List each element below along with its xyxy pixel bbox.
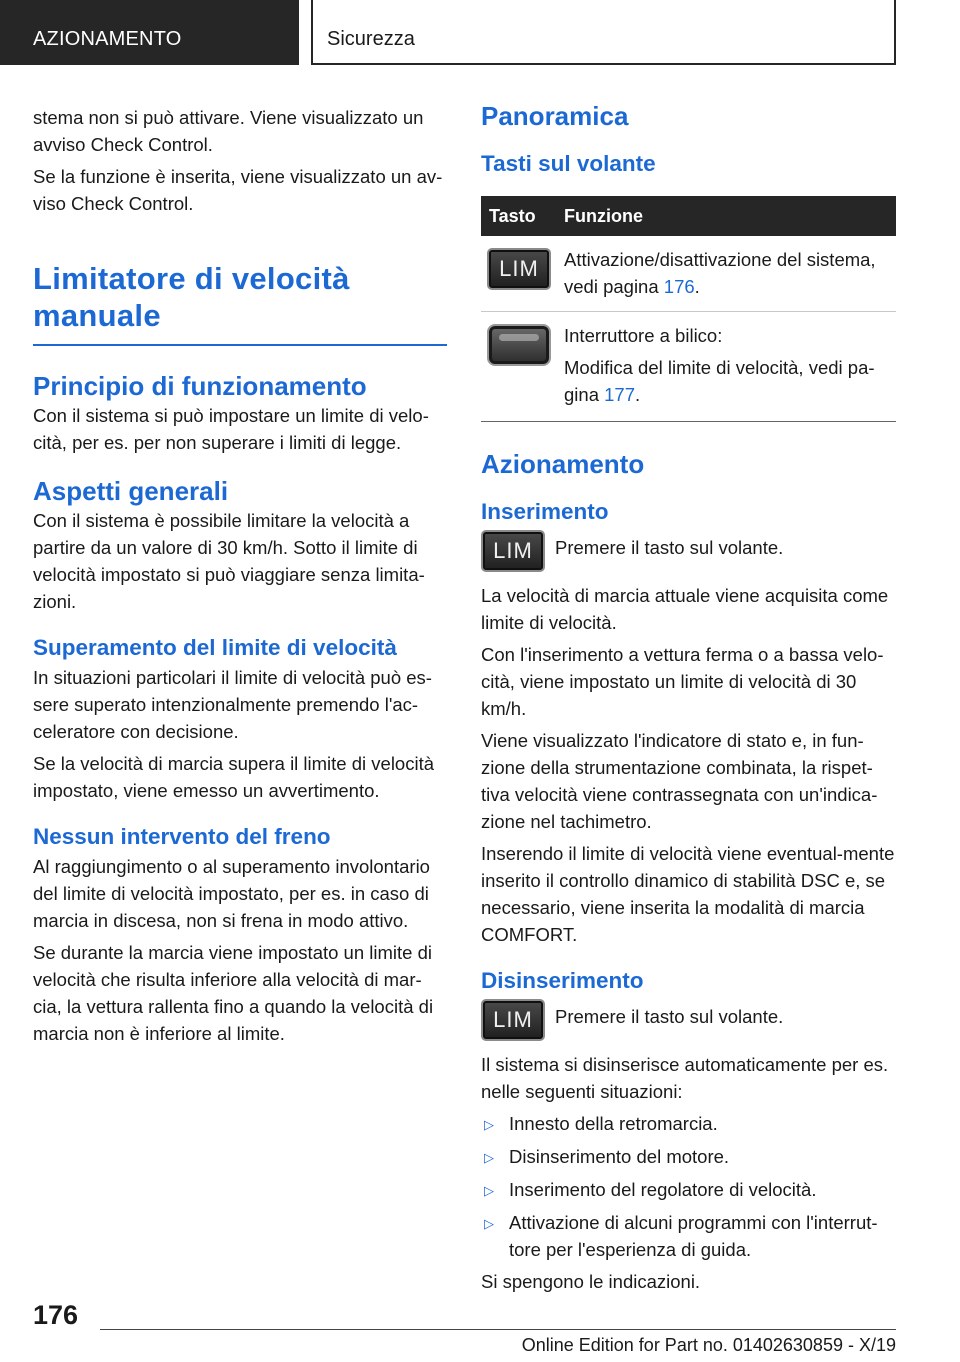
on-instruction-line bbox=[481, 530, 896, 572]
footer-edition: Online Edition for Part no. 01402630859 - X/19 bbox=[521, 1335, 896, 1355]
right-column bbox=[481, 100, 896, 1300]
row2-text-1: Interruttore a bilico: bbox=[564, 325, 723, 346]
lim-button-icon: LIM bbox=[481, 530, 545, 572]
on-heading: Inserimento bbox=[481, 499, 609, 524]
chapter-title-rule bbox=[33, 344, 447, 346]
exceed-text-2: Se la velocità di marcia supera il limite di velocità impostato, viene emesso un avvertimento. bbox=[33, 753, 435, 801]
off-heading: Disinserimento bbox=[481, 968, 644, 993]
off-outro: Si spengono le indicazioni. bbox=[481, 1271, 701, 1292]
list-item: ▷ Inserimento del regolatore di velocità. bbox=[481, 1176, 896, 1204]
row2-text-2: Modifica del limite di velocità, vedi pa-gina bbox=[564, 357, 875, 405]
row1-text: Attivazione/disattivazione del sistema, vedi pagina bbox=[564, 249, 876, 297]
header-subsection-label: Sicurezza bbox=[327, 28, 415, 50]
on-paragraph-4: Inserendo il limite di velocità viene eventual-mente inserito il controllo dinamico di stabilità DSC e, se necessario, viene inserita la modalità di marcia COMFORT. bbox=[481, 843, 895, 945]
triangle-bullet-icon: ▷ bbox=[484, 1216, 494, 1231]
table-row bbox=[481, 312, 896, 422]
header-section-tab bbox=[0, 0, 299, 65]
list-item: ▷ Innesto della retromarcia. bbox=[481, 1110, 896, 1138]
on-paragraph-2: Con l'inserimento a vettura ferma o a bassa velo-cità, viene impostato un limite di velocità di 30 km/h. bbox=[481, 644, 884, 719]
chapter-title-line2: manuale bbox=[33, 298, 161, 333]
overview-heading: Panoramica bbox=[481, 101, 629, 131]
lim-button-icon: LIM bbox=[487, 248, 551, 290]
list-item: ▷ Attivazione di alcuni programmi con l'interrut-tore per l'esperienza di guida. bbox=[481, 1209, 896, 1263]
off-instruction-line bbox=[481, 999, 896, 1041]
table-row-function bbox=[564, 246, 896, 300]
table-row bbox=[481, 236, 896, 312]
list-item: ▷ Disinserimento del motore. bbox=[481, 1143, 896, 1171]
header-subsection-tab bbox=[311, 0, 896, 65]
on-paragraph-1: La velocità di marcia attuale viene acquisita come limite di velocità. bbox=[481, 585, 889, 633]
keys-table bbox=[481, 196, 896, 422]
principle-text: Con il sistema si può impostare un limite di velo-cità, per es. per non superare i limiti di legge. bbox=[33, 405, 429, 453]
rocker-switch-icon bbox=[487, 324, 551, 366]
table-header-key: Tasto bbox=[489, 205, 536, 226]
off-instruction: Premere il tasto sul volante. bbox=[555, 1006, 784, 1027]
page-number: 176 bbox=[33, 1300, 79, 1330]
triangle-bullet-icon: ▷ bbox=[484, 1183, 494, 1198]
off-list bbox=[481, 1110, 896, 1263]
chapter-title bbox=[33, 260, 447, 334]
operation-heading: Azionamento bbox=[481, 449, 645, 479]
principle-heading: Principio di funzionamento bbox=[33, 371, 367, 401]
on-paragraph-3: Viene visualizzato l'indicatore di stato e, in fun-zione della strumentazione combinata, la rispet-tiva velocità viene contrassegnata con un'indica-zione nel tachimetro. bbox=[481, 730, 878, 832]
general-heading: Aspetti generali bbox=[33, 476, 229, 506]
keys-heading: Tasti sul volante bbox=[481, 151, 656, 176]
chapter-title-line1: Limitatore di velocità bbox=[33, 261, 350, 296]
brake-text-2: Se durante la marcia viene impostato un limite di velocità che risulta inferiore alla velocità di mar-cia, la vettura rallenta fino a quando la velocità di marcia non è inferiore al limite. bbox=[33, 942, 434, 1044]
brake-text-1: Al raggiungimento o al superamento involontario del limite di velocità impostato, per es. in caso di marcia in discesa, non si frena in modo attivo. bbox=[33, 856, 430, 931]
page-link-177[interactable]: 177 bbox=[604, 384, 635, 405]
table-header-function: Funzione bbox=[564, 205, 643, 226]
brake-heading: Nessun intervento del freno bbox=[33, 824, 331, 849]
general-text: Con il sistema è possibile limitare la velocità a partire da un valore di 30 km/h. Sotto il limite di velocità impostato si può viaggiare senza limita-zioni. bbox=[33, 510, 425, 612]
lim-button-icon: LIM bbox=[481, 999, 545, 1041]
intro-paragraph-2: Se la funzione è inserita, viene visualizzato un av-viso Check Control. bbox=[33, 166, 443, 214]
row1-end: . bbox=[694, 276, 700, 297]
footer-rule bbox=[100, 1329, 896, 1330]
off-intro: Il sistema si disinserisce automaticamente per es. nelle seguenti situazioni: bbox=[481, 1054, 889, 1102]
exceed-text-1: In situazioni particolari il limite di velocità può es-sere superato intenzionalmente premendo l'ac-celeratore con decisione. bbox=[33, 667, 432, 742]
header-section-label: AZIONAMENTO bbox=[33, 28, 182, 50]
page-link-176[interactable]: 176 bbox=[663, 276, 695, 297]
triangle-bullet-icon: ▷ bbox=[484, 1117, 494, 1132]
table-header bbox=[481, 196, 896, 236]
exceed-heading: Superamento del limite di velocità bbox=[33, 635, 397, 660]
left-column bbox=[33, 104, 447, 1052]
on-instruction: Premere il tasto sul volante. bbox=[555, 537, 784, 558]
row2-end: . bbox=[635, 384, 641, 405]
triangle-bullet-icon: ▷ bbox=[484, 1150, 494, 1165]
intro-paragraph-1: stema non si può attivare. Viene visualizzato un avviso Check Control. bbox=[33, 107, 424, 155]
table-row-function bbox=[564, 354, 896, 408]
